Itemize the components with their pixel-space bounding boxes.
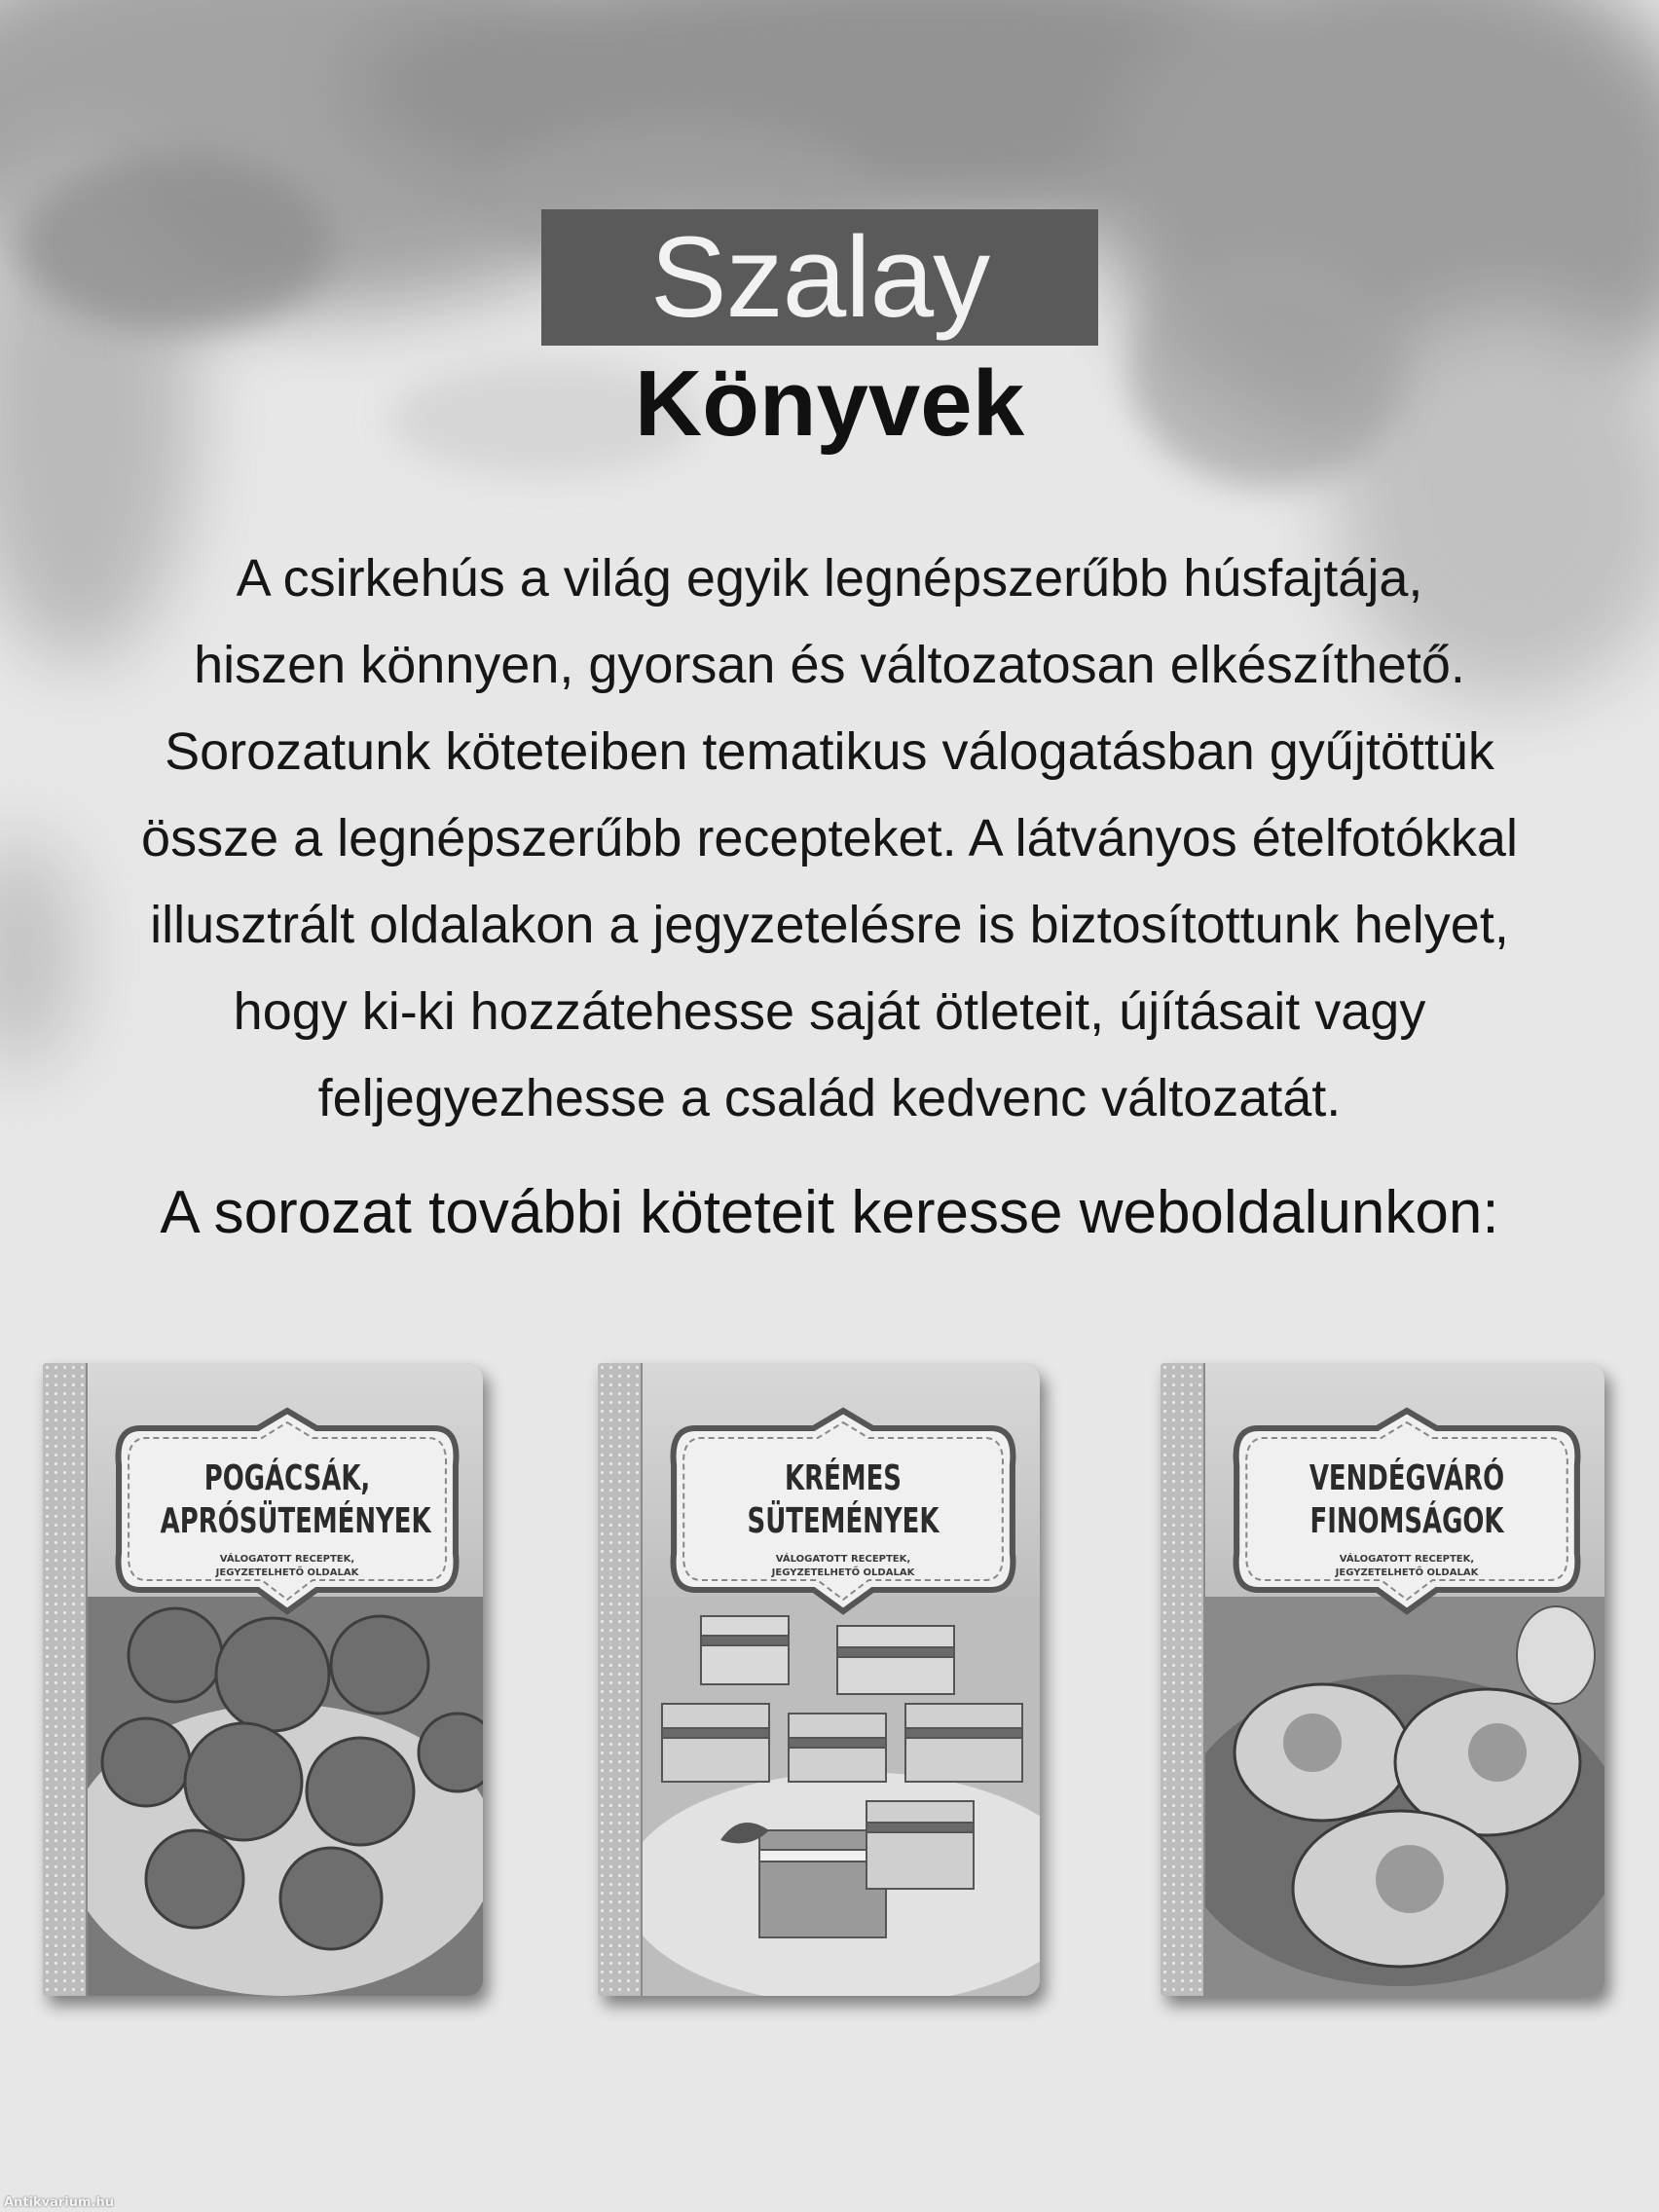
- book-spine: [1161, 1363, 1205, 1996]
- book-title-badge: [111, 1407, 463, 1616]
- book-spine: [43, 1363, 88, 1996]
- book-cover-vendegvaro: [1161, 1363, 1604, 1996]
- description-paragraph: [39, 535, 1620, 1142]
- book-subtitle: VÁLOGATOTT RECEPTEK, JEGYZETELHETŐ OLDALAK: [771, 1554, 915, 1578]
- cake-photo: [643, 1597, 1040, 1996]
- logo-top-text: Szalay: [649, 213, 990, 342]
- book-cover-kremes: [598, 1363, 1040, 1996]
- description-line: Sorozatunk köteteiben tematikus válogatásban gyűjtöttük: [165, 722, 1494, 781]
- book-subtitle: VÁLOGATOTT RECEPTEK, JEGYZETELHETŐ OLDALAK: [1335, 1554, 1479, 1578]
- pastry-photo: [88, 1597, 483, 1996]
- description-line: A csirkehús a világ egyik legnépszerűbb húsfajtája,: [236, 549, 1423, 608]
- appetizer-photo: [1205, 1597, 1604, 1996]
- book-spine: [598, 1363, 643, 1996]
- book-title-badge: [1229, 1407, 1585, 1616]
- book-title: POGÁCSÁK, APRÓSÜTEMÉNYEK: [160, 1458, 431, 1541]
- book-subtitle: VÁLOGATOTT RECEPTEK, JEGYZETELHETŐ OLDALAK: [215, 1554, 359, 1578]
- publisher-logo: [541, 209, 1100, 456]
- logo-bottom-text: Könyvek: [634, 351, 1025, 456]
- description-line: illusztrált oldalakon a jegyzetelésre is biztosítottunk helyet,: [150, 896, 1509, 954]
- logo-box: [541, 209, 1098, 346]
- description-line: hiszen könnyen, gyorsan és változatosan elkészíthető.: [194, 636, 1465, 694]
- description-line: hogy ki-ki hozzátehesse saját ötleteit, újításait vagy: [233, 982, 1426, 1041]
- watermark: Antikvarium.hu: [4, 2195, 114, 2210]
- series-call-to-action: A sorozat további köteteit keresse weboldalunkon:: [160, 1179, 1499, 1246]
- description-line: feljegyezhesse a család kedvenc változatát.: [317, 1069, 1342, 1127]
- book-title: KRÉMES SÜTEMÉNYEK: [747, 1458, 940, 1541]
- description-line: össze a legnépszerűbb recepteket. A látványos ételfotókkal: [141, 809, 1518, 867]
- book-title-badge: [666, 1407, 1020, 1616]
- book-cover-pogacsak: [43, 1363, 483, 1996]
- book-title: VENDÉGVÁRÓ FINOMSÁGOK: [1309, 1458, 1505, 1541]
